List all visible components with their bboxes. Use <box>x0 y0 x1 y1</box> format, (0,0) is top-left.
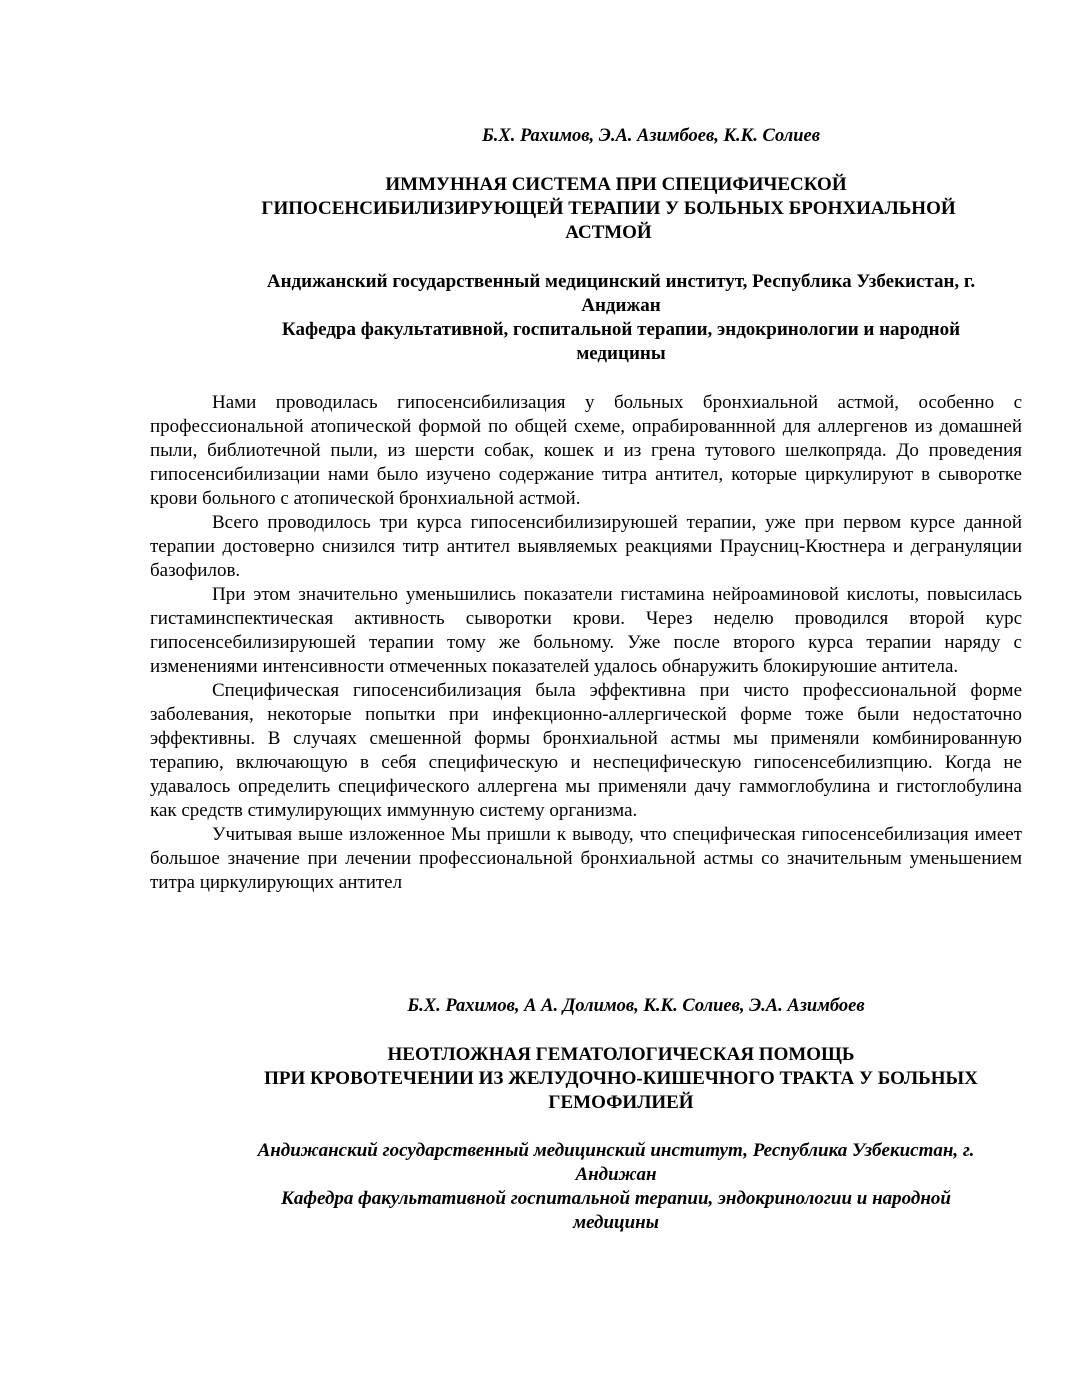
article2-title-line-1: НЕОТЛОЖНАЯ ГЕМАТОЛОГИЧЕСКАЯ ПОМОЩЬ <box>387 1044 855 1065</box>
article2-affiliation-line-4: медицины <box>573 1212 659 1233</box>
article1-paragraph-4: Специфическая гипосенсибилизация была эффективна при чисто профессиональной форме заболевания, некоторые попытки при инфекционно-аллергической форме тоже были недостаточно эффективны. В случаях смешенной формы бронхиальной астмы мы применяли комбинированную терапию, включающую в себя специфическую и неспецифическую гипосенсебилизпцию. Когда не удавалось определить специфического аллергена мы применяли дачу гаммоглобулина и гистоглобулина как средств стимулирующих иммунную систему организма. <box>150 680 1022 821</box>
article2-affiliation-line-3: Кафедра факультативной госпитальной терапии, эндокринологии и народной <box>281 1188 951 1209</box>
article1-authors-block <box>150 124 1022 148</box>
article1-body <box>150 391 1022 895</box>
article1-paragraph-5: Учитывая выше изложенное Мы пришли к выводу, что специфическая гипосенсебилизация имеет большое значение при лечении профессиональной бронхиальной астмы со значительным уменьшением титра циркулирующих антител <box>150 824 1022 893</box>
article1-title-line-1: ИММУННАЯ СИСТЕМА ПРИ СПЕЦИФИЧЕСКОЙ <box>385 174 847 195</box>
article1-title-line-2: ГИПОСЕНСИБИЛИЗИРУЮЩЕЙ ТЕРАПИИ У БОЛЬНЫХ БРОНХИАЛЬНОЙ <box>261 198 956 219</box>
article2-authors-block <box>150 994 1022 1018</box>
article1-title <box>150 173 1022 245</box>
article1-affiliation-line-1: Андижанский государственный медицинский институт, Республика Узбекистан, г. <box>266 271 976 292</box>
article2-affiliation <box>150 1139 1022 1235</box>
article1-authors: Б.Х. Рахимов, Э.А. Азимбоев, К.К. Солиев <box>481 126 820 146</box>
article1-paragraph-3: При этом значительно уменьшились показатели гистамина нейроаминовой кислоты, повысилась гистаминспектическая активность сыворотки крови. Через неделю проводился второй курс гипосенсебилизируюшей терапии тому же больному. Уже после второго курса терапии наряду с изменениями интенсивности отмеченных показателей удалось обнаружить блокируюшие антитела. <box>150 584 1022 677</box>
article1-affiliation-line-2: Андижан <box>581 295 661 316</box>
article1-affiliation-line-3: Кафедра факультативной, госпитальной терапии, эндокринологии и народной <box>281 319 961 340</box>
article2-affiliation-line-1: Андижанский государственный медицинский институт, Республика Узбекистан, г. <box>257 1140 975 1161</box>
article2-authors: Б.Х. Рахимов, А А. Долимов, К.К. Солиев, Э.А. Азимбоев <box>407 996 865 1016</box>
article2-title <box>150 1043 1022 1115</box>
article2-title-line-3: ГЕМОФИЛИЕЙ <box>548 1092 694 1113</box>
article2-affiliation-line-2: Андижан <box>575 1164 657 1185</box>
article1-affiliation-line-4: медицины <box>576 343 666 364</box>
article1-paragraph-1: Нами проводилась гипосенсибилизация у больных бронхиальной астмой, особенно с профессиональной атопической формой по общей схеме, опрабированнной для аллергенов из домашней пыли, библиотечной пыли, из шерсти собак, кошек и из грена тутового шелкопряда. До проведения гипосенсибилизации нами было изучено содержание титра антител, которые циркулируют в сыворотке крови больного с атопической бронхиальной астмой. <box>150 392 1022 509</box>
article1-affiliation <box>150 270 1022 366</box>
article1-paragraph-2: Всего проводилось три курса гипосенсибилизируюшей терапии, уже при первом курсе данной терапии достоверно снизился титр антител выявляемых реакциями Праусниц-Кюстнера и дегрануляции базофилов. <box>150 512 1022 581</box>
article2-title-line-2: ПРИ КРОВОТЕЧЕНИИ ИЗ ЖЕЛУДОЧНО-КИШЕЧНОГО ТРАКТА У БОЛЬНЫХ <box>264 1068 978 1089</box>
article1-title-line-3: АСТМОЙ <box>565 222 652 243</box>
